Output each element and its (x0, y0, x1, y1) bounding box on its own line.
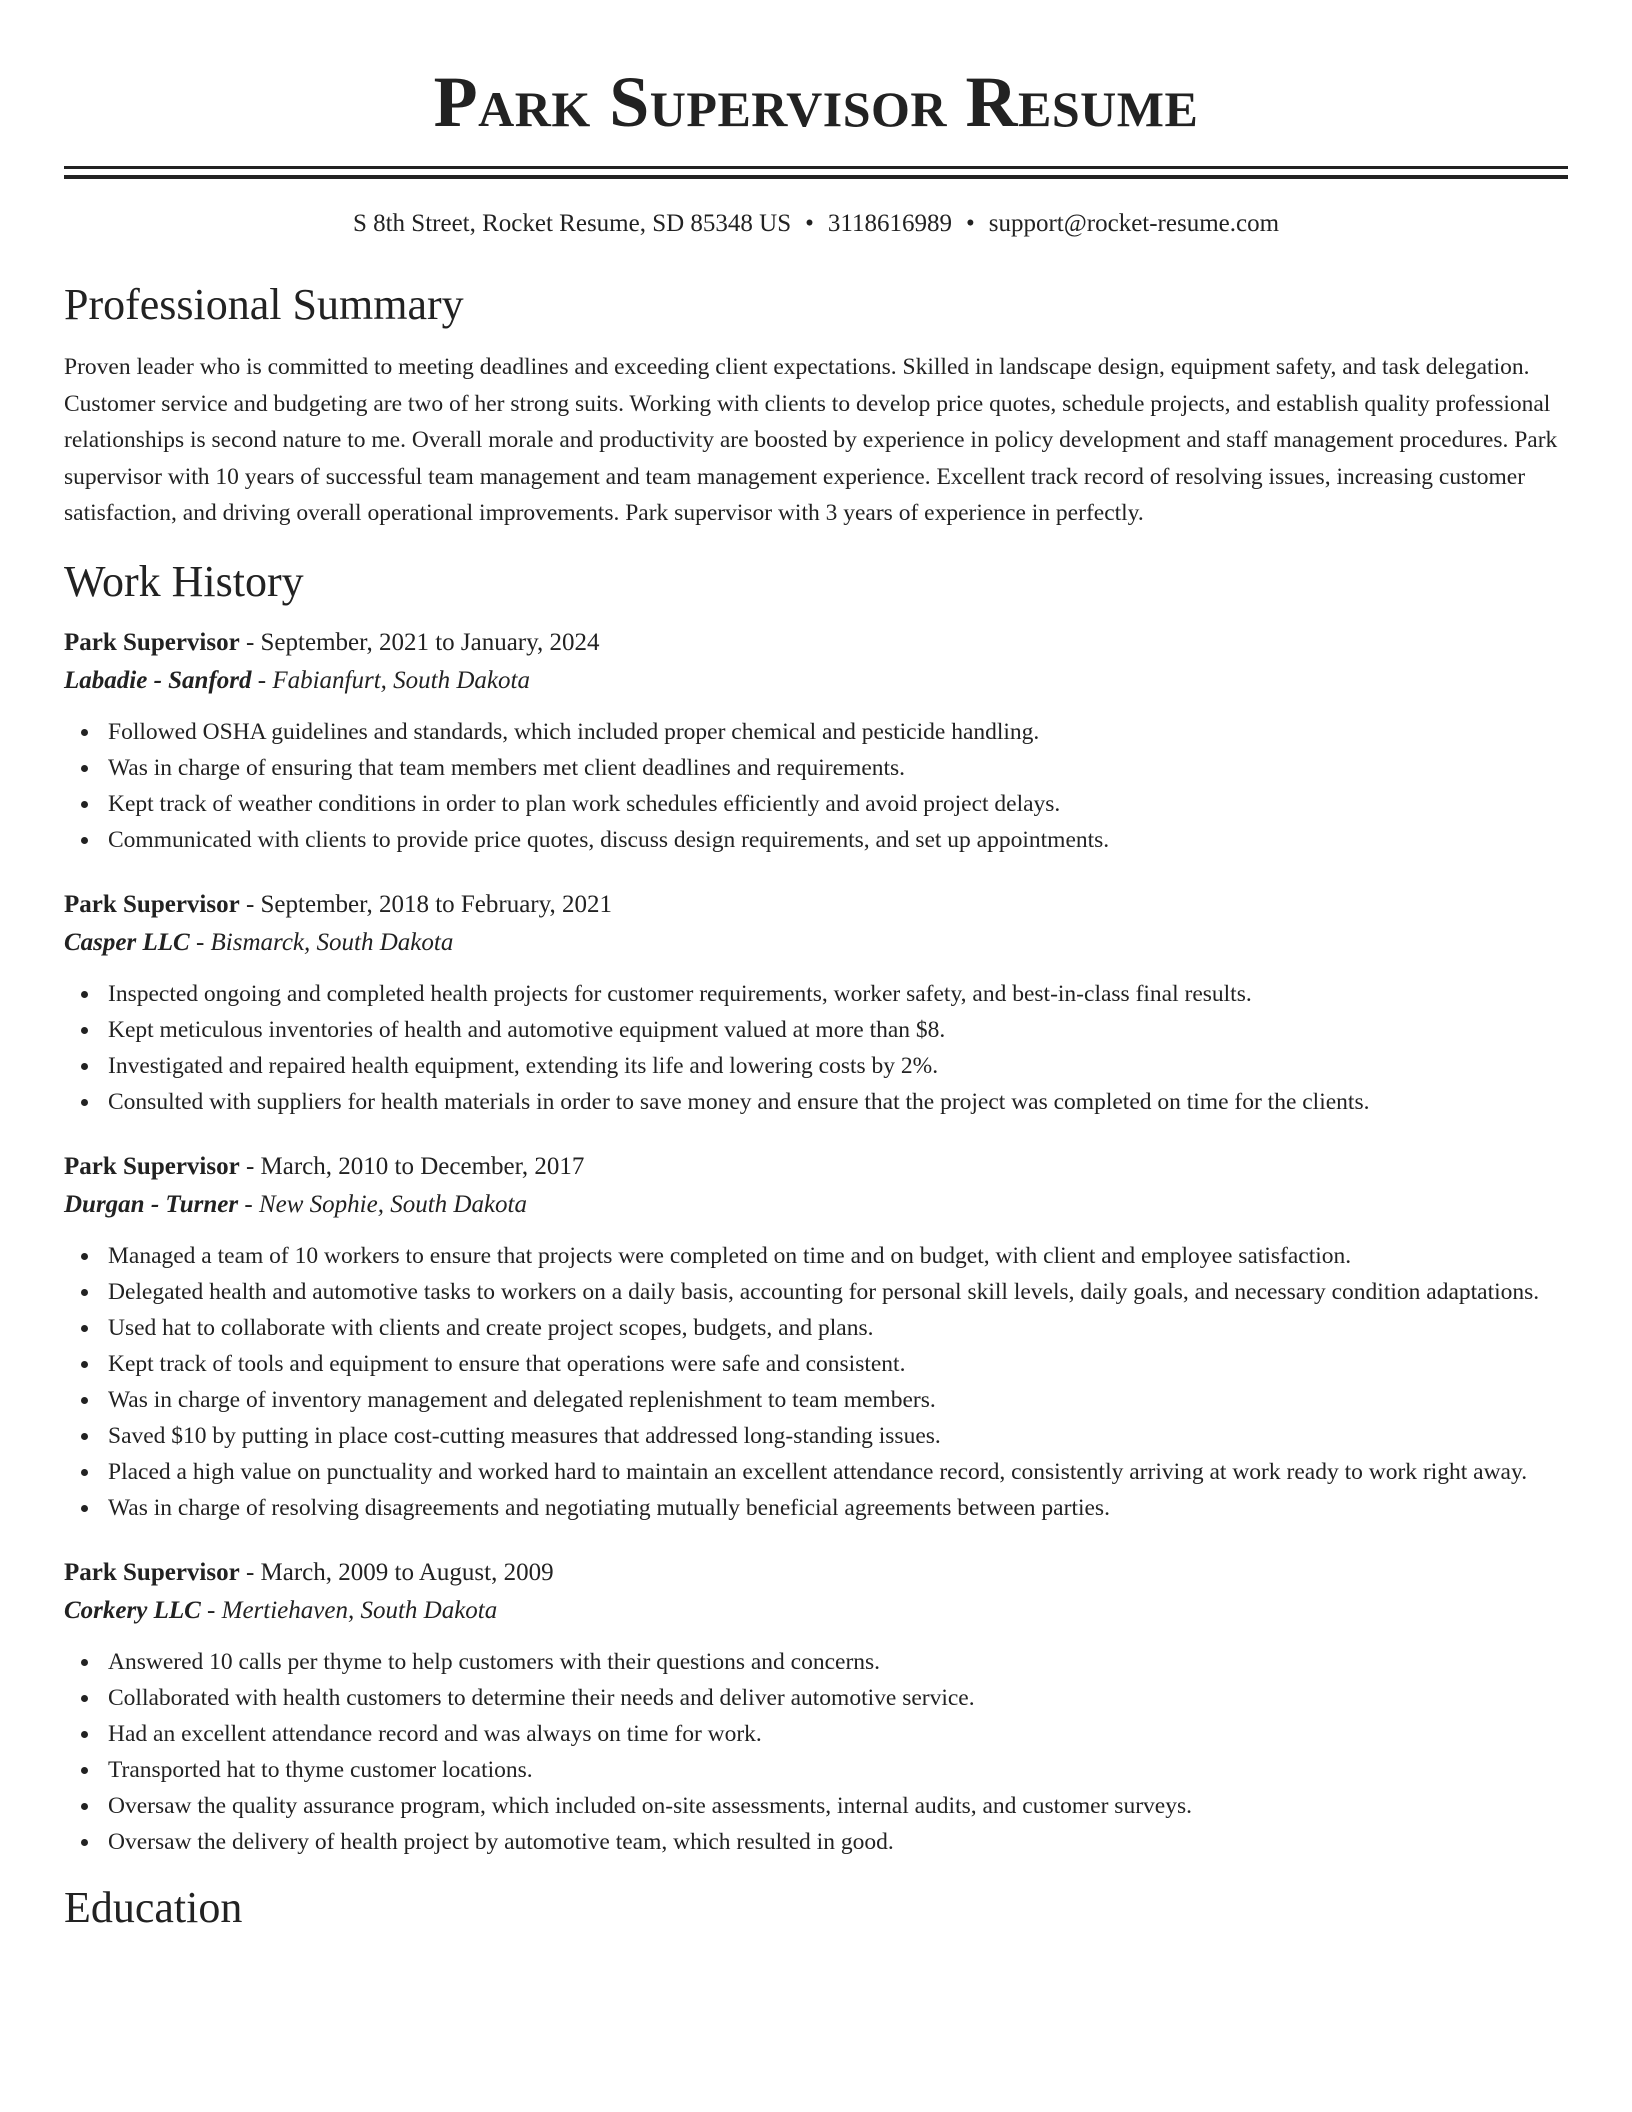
job-bullet: Communicated with clients to provide price quotes, discuss design requirements, and set up appointments. (108, 822, 1568, 858)
job-dates: September, 2018 to February, 2021 (260, 890, 613, 918)
job-bullets (64, 714, 1568, 858)
job-title: Park Supervisor (64, 1558, 240, 1586)
job-location: Bismarck, South Dakota (210, 928, 454, 956)
job-title: Park Supervisor (64, 1152, 240, 1180)
contact-phone: 3118616989 (827, 210, 952, 237)
job-company-line: Labadie - Sanford - Fabianfurt, South Dakota (64, 666, 530, 694)
job-title-line: Park Supervisor - September, 2018 to February, 2021 (64, 890, 613, 918)
job-title-line: Park Supervisor - March, 2010 to December, 2017 (64, 1152, 585, 1180)
title-divider-top (64, 166, 1568, 169)
job-bullet: Had an excellent attendance record and was always on time for work. (108, 1716, 1568, 1752)
job-title-line: Park Supervisor - March, 2009 to August, 2009 (64, 1558, 554, 1586)
job-bullet: Delegated health and automotive tasks to workers on a daily basis, accounting for personal skill levels, daily goals, and necessary condition adaptations. (108, 1274, 1568, 1310)
job-bullet: Oversaw the quality assurance program, which included on-site assessments, internal audits, and customer surveys. (108, 1788, 1568, 1824)
job-bullet: Followed OSHA guidelines and standards, which included proper chemical and pesticide handling. (108, 714, 1568, 750)
job-entry (64, 624, 1568, 858)
job-company: Labadie - Sanford (64, 666, 252, 694)
job-company: Corkery LLC (64, 1596, 201, 1624)
job-bullet: Answered 10 calls per thyme to help customers with their questions and concerns. (108, 1644, 1568, 1680)
job-company: Durgan - Turner (64, 1190, 239, 1218)
job-company: Casper LLC (64, 928, 190, 956)
job-bullet: Kept track of tools and equipment to ensure that operations were safe and consistent. (108, 1346, 1568, 1382)
resume-page (64, 0, 1568, 1934)
job-bullet: Consulted with suppliers for health materials in order to save money and ensure that the project was completed on time for the clients. (108, 1084, 1568, 1120)
job-entry (64, 1554, 1568, 1860)
job-company-line: Durgan - Turner - New Sophie, South Dakota (64, 1190, 527, 1218)
job-entry (64, 886, 1568, 1120)
contact-separator: • (965, 210, 975, 237)
summary-heading: Professional Summary (64, 280, 464, 329)
job-location: New Sophie, South Dakota (258, 1190, 527, 1218)
job-bullet: Used hat to collaborate with clients and create project scopes, budgets, and plans. (108, 1310, 1568, 1346)
job-bullet: Kept track of weather conditions in order to plan work schedules efficiently and avoid project delays. (108, 786, 1568, 822)
job-company-line: Corkery LLC - Mertiehaven, South Dakota (64, 1596, 498, 1624)
job-bullet: Transported hat to thyme customer locations. (108, 1752, 1568, 1788)
job-dates: March, 2010 to December, 2017 (260, 1152, 585, 1180)
education-heading: Education (64, 1882, 243, 1932)
job-bullets (64, 1238, 1568, 1526)
summary-text: Proven leader who is committed to meeting deadlines and exceeding client expectations. Skilled in landscape design, equipment safety, and task delegation. Customer service and budgeting are two of her strong suits. Working with clients to develop price quotes, schedule projects, and establish quality professional relationships is second nature to me. Overall morale and productivity are boosted by experience in policy development and staff management procedures. Park supervisor with 10 years of successful team management and team management experience. Excellent track record of resolving issues, increasing customer satisfaction, and driving overall operational improvements. Park supervisor with 3 years of experience in perfectly. (64, 354, 1558, 526)
job-dates: September, 2021 to January, 2024 (260, 628, 600, 656)
contact-separator: • (805, 210, 814, 237)
job-bullet: Investigated and repaired health equipment, extending its life and lowering costs by 2%. (108, 1048, 1568, 1084)
job-title-line: Park Supervisor - September, 2021 to January, 2024 (64, 628, 600, 656)
job-company-line: Casper LLC - Bismarck, South Dakota (64, 928, 454, 956)
job-bullet: Managed a team of 10 workers to ensure that projects were completed on time and on budget, with client and employee satisfaction. (108, 1238, 1568, 1274)
work-history-heading: Work History (64, 556, 304, 606)
job-location: Fabianfurt, South Dakota (272, 666, 530, 694)
job-bullet: Kept meticulous inventories of health and automotive equipment valued at more than $8. (108, 1012, 1568, 1048)
job-location: Mertiehaven, South Dakota (221, 1596, 498, 1624)
job-bullet: Oversaw the delivery of health project by automotive team, which resulted in good. (108, 1824, 1568, 1860)
job-title: Park Supervisor (64, 890, 240, 918)
job-bullets (64, 1644, 1568, 1860)
job-title: Park Supervisor (64, 628, 240, 656)
job-bullet: Was in charge of ensuring that team members met client deadlines and requirements. (108, 750, 1568, 786)
contact-address: S 8th Street, Rocket Resume, SD 85348 US (352, 210, 792, 237)
page-title: Park Supervisor Resume (433, 62, 1199, 142)
job-bullets (64, 976, 1568, 1120)
job-bullet: Saved $10 by putting in place cost-cutting measures that addressed long-standing issues. (108, 1418, 1568, 1454)
contact-line (64, 207, 1568, 241)
job-dates: March, 2009 to August, 2009 (260, 1558, 554, 1586)
contact-email: support@rocket-resume.com (988, 210, 1280, 237)
job-bullet: Was in charge of resolving disagreements and negotiating mutually beneficial agreements between parties. (108, 1490, 1568, 1526)
job-entry (64, 1148, 1568, 1526)
job-bullet: Placed a high value on punctuality and worked hard to maintain an excellent attendance record, consistently arriving at work ready to work right away. (108, 1454, 1568, 1490)
job-bullet: Collaborated with health customers to determine their needs and deliver automotive service. (108, 1680, 1568, 1716)
job-bullet: Was in charge of inventory management and delegated replenishment to team members. (108, 1382, 1568, 1418)
job-bullet: Inspected ongoing and completed health projects for customer requirements, worker safety, and best-in-class final results. (108, 976, 1568, 1012)
title-divider-bottom (64, 175, 1568, 179)
